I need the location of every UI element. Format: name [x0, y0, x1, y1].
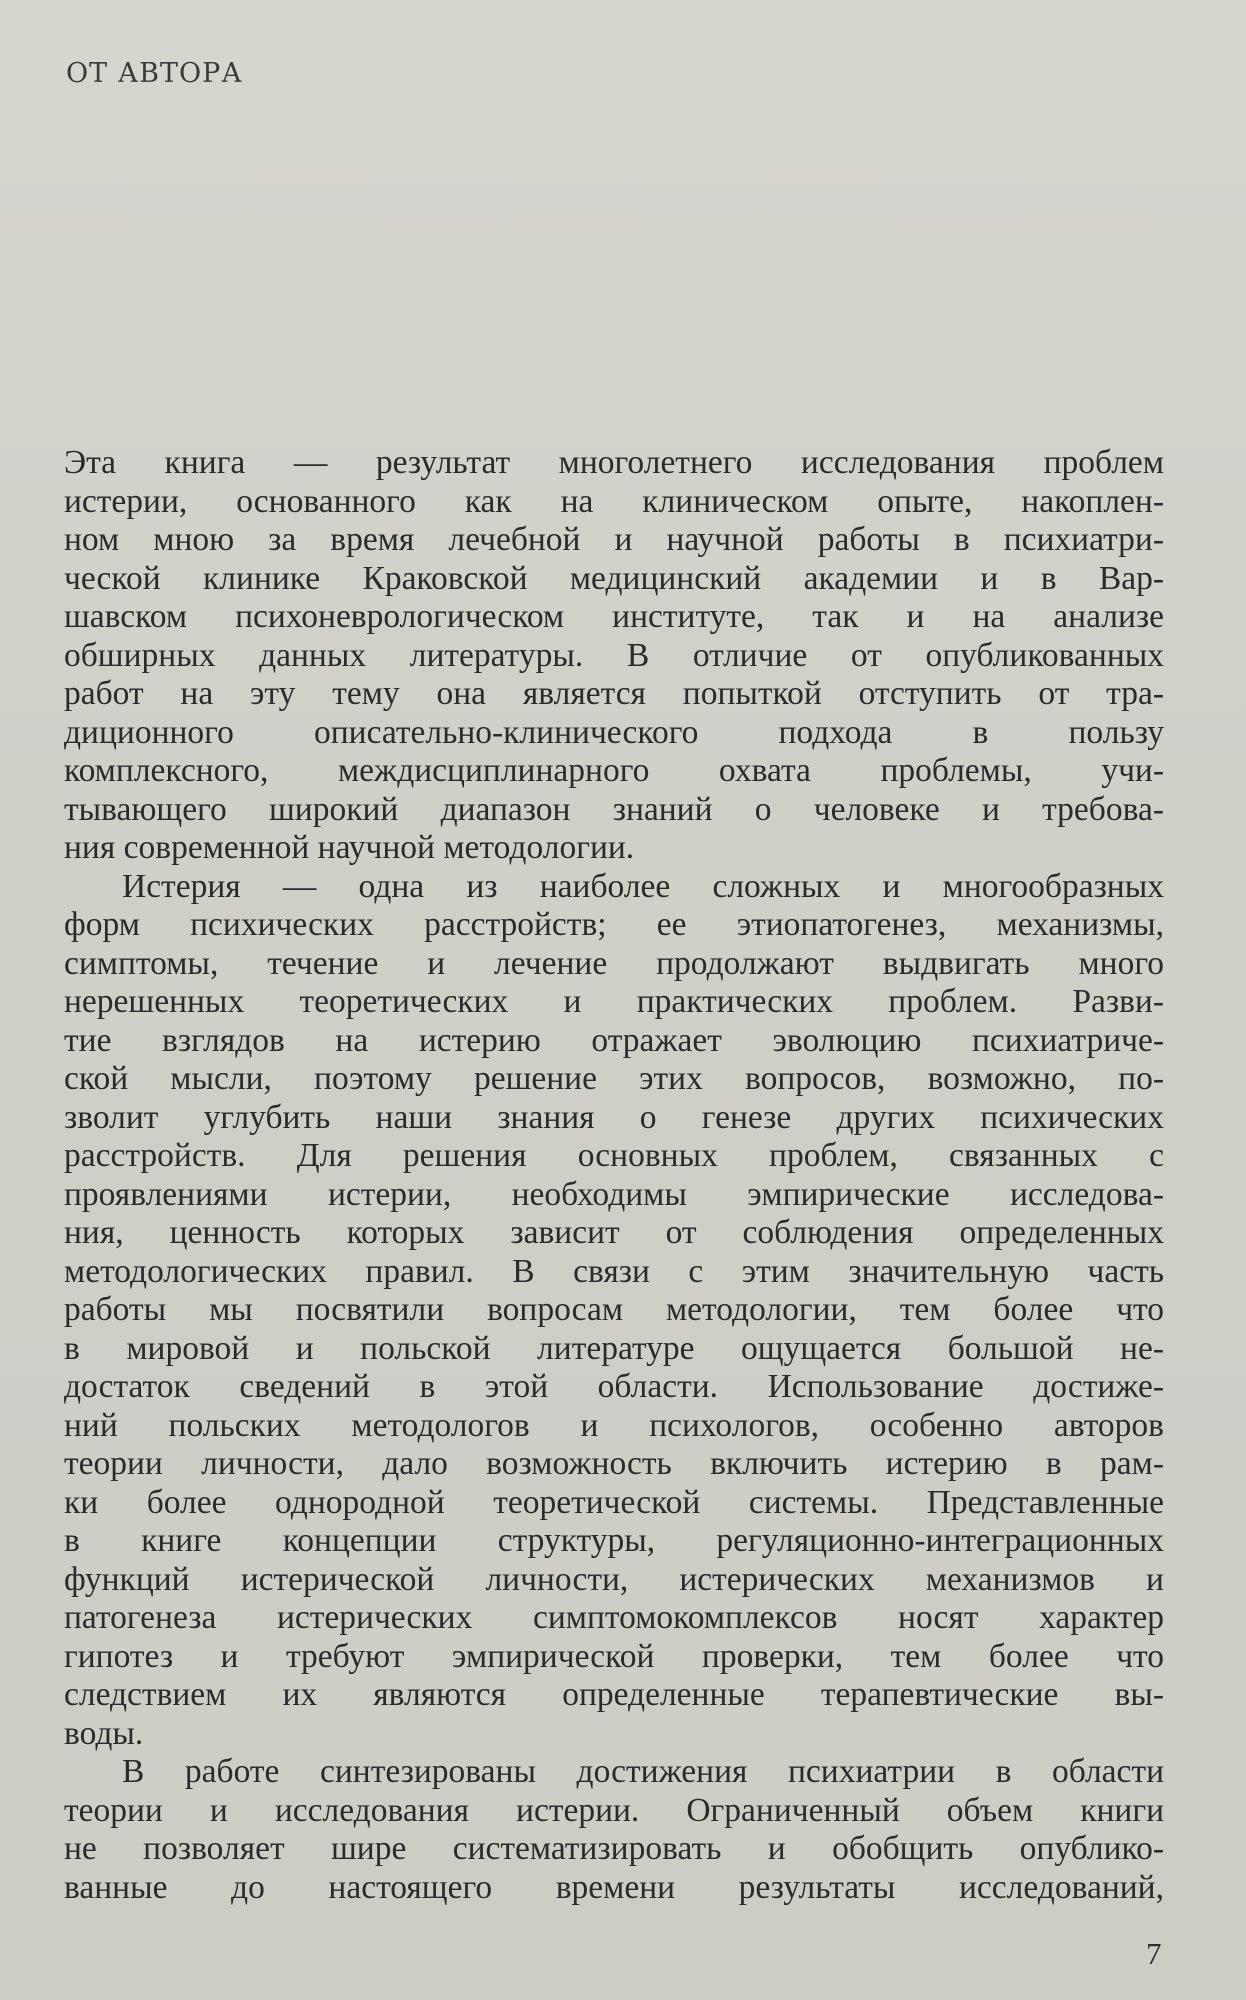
text-line: работы мы посвятили вопросам методологии, тем более что	[64, 1291, 1164, 1328]
text-line: нерешенных теоретических и практических проблем. Разви-	[64, 983, 1164, 1020]
paragraph-2	[64, 868, 1164, 1754]
text-line: зволит углубить наши знания о генезе других психических	[64, 1098, 1164, 1136]
paragraph-1	[64, 444, 1164, 868]
text-line: воды.	[64, 1714, 144, 1752]
text-line: В работе синтезированы достижения психиатрии в области	[122, 1753, 1164, 1790]
text-line: проявлениями истерии, необходимы эмпирические исследова-	[64, 1175, 1164, 1213]
text-line: ния современной научной методологии.	[64, 829, 635, 866]
text-line: ном мною за время лечебной и научной работы в психиатри-	[64, 521, 1164, 558]
text-line: форм психических расстройств; ее этиопатогенез, механизмы,	[64, 906, 1164, 943]
text-line: Истерия — одна из наиболее сложных и многообразных	[122, 867, 1164, 905]
text-line: ки более однородной теоретической системы. Представленные	[64, 1483, 1164, 1521]
text-line: ской мысли, поэтому решение этих вопросов, возможно, по-	[64, 1060, 1164, 1097]
text-line: истерии, основанного как на клиническом опыте, накоплен-	[64, 482, 1164, 520]
text-line: функций истерической личности, истерических механизмов и	[64, 1560, 1164, 1598]
text-line: теории личности, дало возможность включить истерию в рам-	[64, 1445, 1164, 1482]
text-line: комплексного, междисциплинарного охвата проблемы, учи-	[64, 752, 1164, 789]
text-line: работ на эту тему она является попыткой отступить от тра-	[64, 675, 1164, 712]
text-line: ний польских методологов и психологов, особенно авторов	[64, 1406, 1164, 1444]
paragraph-3	[64, 1753, 1164, 1907]
text-line: достаток сведений в этой области. Использование достиже-	[64, 1368, 1164, 1405]
section-header: ОТ АВТОРА	[66, 58, 243, 89]
text-line: шавском психоневрологическом институте, так и на анализе	[64, 598, 1164, 635]
text-line: теории и исследования истерии. Ограниченный объем книги	[64, 1791, 1164, 1829]
text-line: Эта книга — результат многолетнего исследования проблем	[64, 444, 1164, 481]
text-line: ванные до настоящего времени результаты исследований,	[64, 1868, 1164, 1906]
text-line: в книге концепции структуры, регуляционно-интеграционных	[64, 1522, 1164, 1559]
text-line: ческой клинике Краковской медицинский академии и в Вар-	[64, 559, 1164, 597]
text-line: следствием их являются определенные терапевтические вы-	[64, 1676, 1164, 1713]
text-line: патогенеза истерических симптомокомплексов носят характер	[64, 1599, 1164, 1636]
text-line: диционного описательно-клинического подхода в пользу	[64, 713, 1164, 751]
text-line: обширных данных литературы. В отличие от опубликованных	[64, 636, 1164, 674]
text-line: методологических правил. В связи с этим значительную часть	[64, 1252, 1164, 1290]
text-line: в мировой и польской литературе ощущается большой не-	[64, 1329, 1164, 1367]
page-number: 7	[1146, 1936, 1162, 1971]
text-line: тие взглядов на истерию отражает эволюцию психиатриче-	[64, 1021, 1164, 1059]
text-line: ния, ценность которых зависит от соблюдения определенных	[64, 1214, 1164, 1251]
text-line: тывающего широкий диапазон знаний о человеке и требова-	[64, 790, 1164, 828]
text-line: симптомы, течение и лечение продолжают выдвигать много	[64, 944, 1164, 982]
text-line: не позволяет шире систематизировать и обобщить опублико-	[64, 1830, 1164, 1867]
text-line: расстройств. Для решения основных проблем, связанных с	[64, 1137, 1164, 1174]
text-line: гипотез и требуют эмпирической проверки, тем более что	[64, 1637, 1164, 1675]
body-text	[64, 444, 1164, 1907]
